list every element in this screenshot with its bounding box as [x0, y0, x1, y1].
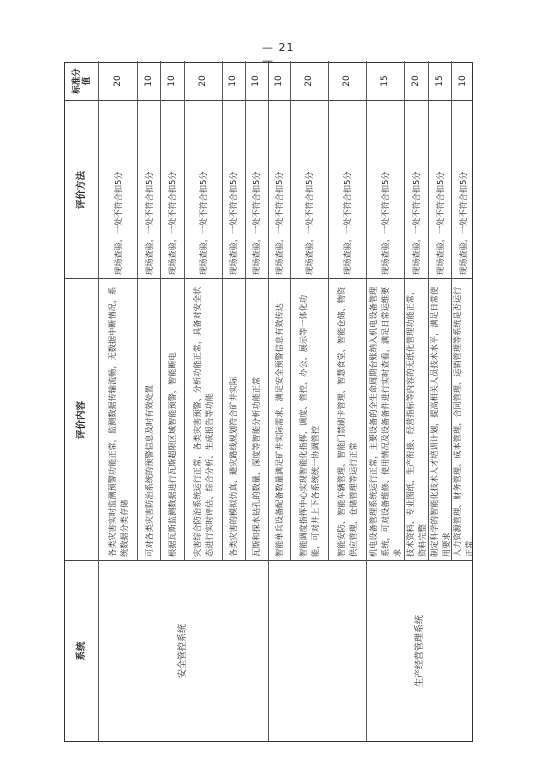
method-cell: 现场查验，一处不符合扣5分	[304, 171, 315, 275]
content-cell: 智能调度指挥中心实现智能化指挥，调度、管控、办公、展示等一体化功能，可对井上下各系统统一协调管控	[298, 294, 321, 557]
score-cell: 10	[274, 75, 285, 87]
content-cell: 可对各类灾害防治系统的预警信息及时有效处置	[143, 385, 154, 557]
content-cell: 灾害综合防治系统运行正常，各类灾害预警、分析功能正常，具备对安全状态进行实时评估、综合分析、生成报告等功能	[192, 286, 215, 557]
score-cell: 10	[143, 75, 154, 87]
score-cell: 20	[342, 75, 353, 87]
header-method: 评价方法	[75, 171, 87, 210]
content-cell: 人力资源管理、财务管理、成本管理、合同管理、运销管理等系统是否运行正常	[451, 286, 474, 557]
method-cell: 现场查验，一处不符合扣5分	[143, 171, 154, 275]
content-cell: 技术资料、专业图纸、生产衔接、经营指标等内容的无纸化管理功能正常，资料完整	[405, 286, 428, 557]
system-cell: 安全管控系统	[177, 624, 188, 679]
evaluation-table	[64, 62, 473, 742]
system-cell: 生产经营管理系统	[415, 615, 426, 688]
header-system: 系统	[75, 641, 87, 661]
score-cell: 20	[198, 75, 209, 87]
header-content: 评价内容	[75, 401, 87, 440]
content-cell: 各类灾害实时监测预警功能正常，监测数据传输流畅，无数据中断情况，系统数据分类存储	[106, 286, 129, 557]
score-cell: 10	[228, 75, 239, 87]
content-cell: 智能单兵设备配备数量满足矿井实际需求，满足安全预警信息有效传达	[274, 303, 285, 557]
method-cell: 现场查验，一处不符合扣5分	[380, 171, 391, 275]
score-cell: 20	[411, 75, 422, 87]
method-cell: 现场查验，一处不符合扣5分	[274, 171, 285, 275]
content-cell: 机电设备管理系统运行正常，主要设备的全生命周期台账纳入机电设备管理系统，可对设备维修、使用情况及设备备件进行实时查看，满足日常运维要求	[368, 286, 403, 557]
content-cell: 制定科学的智能化技术人才培训计划，提高相关人员技术水平，满足日常使用要求	[428, 286, 451, 557]
score-cell: 20	[112, 75, 123, 87]
method-cell: 现场查验，一处不符合扣5分	[251, 171, 262, 275]
method-cell: 现场查验，一处不符合扣5分	[198, 171, 209, 275]
method-cell: 现场查验，一处不符合扣5分	[167, 171, 178, 275]
page-number: — 21 —	[262, 41, 295, 67]
content-cell: 瓦斯和探水钻孔的数量、深度等智能分析功能正常	[251, 376, 262, 557]
content-cell: 各类灾害的模拟仿真、避灾路线规划符合矿井实际	[228, 376, 239, 557]
score-cell: 15	[434, 75, 445, 87]
system-cell	[268, 561, 367, 741]
method-cell: 现场查验，一处不符合扣5分	[228, 171, 239, 275]
content-cell: 智能安防、智能车辆管理、智能门禁刷卡管理、智慧食堂、智能仓储、物资供应管理、仓储管理等运行正常	[336, 286, 359, 557]
method-cell: 现场查验，一处不符合扣5分	[112, 171, 123, 275]
score-cell: 15	[380, 75, 391, 87]
header-score: 标准分值	[71, 68, 92, 94]
score-cell: 10	[251, 75, 262, 87]
score-cell: 10	[167, 75, 178, 87]
score-cell: 20	[304, 75, 315, 87]
method-cell: 现场查验，一处不符合扣5分	[411, 171, 422, 275]
method-cell: 现场查验，一处不符合扣5分	[342, 171, 353, 275]
method-cell: 现场查验，一处不符合扣5分	[457, 171, 468, 275]
method-cell: 现场查验，一处不符合扣5分	[434, 171, 445, 275]
content-cell: 根据瓦斯监测数据进行瓦斯超限区域智能预警，智能断电	[167, 352, 178, 557]
score-cell: 10	[457, 75, 468, 87]
